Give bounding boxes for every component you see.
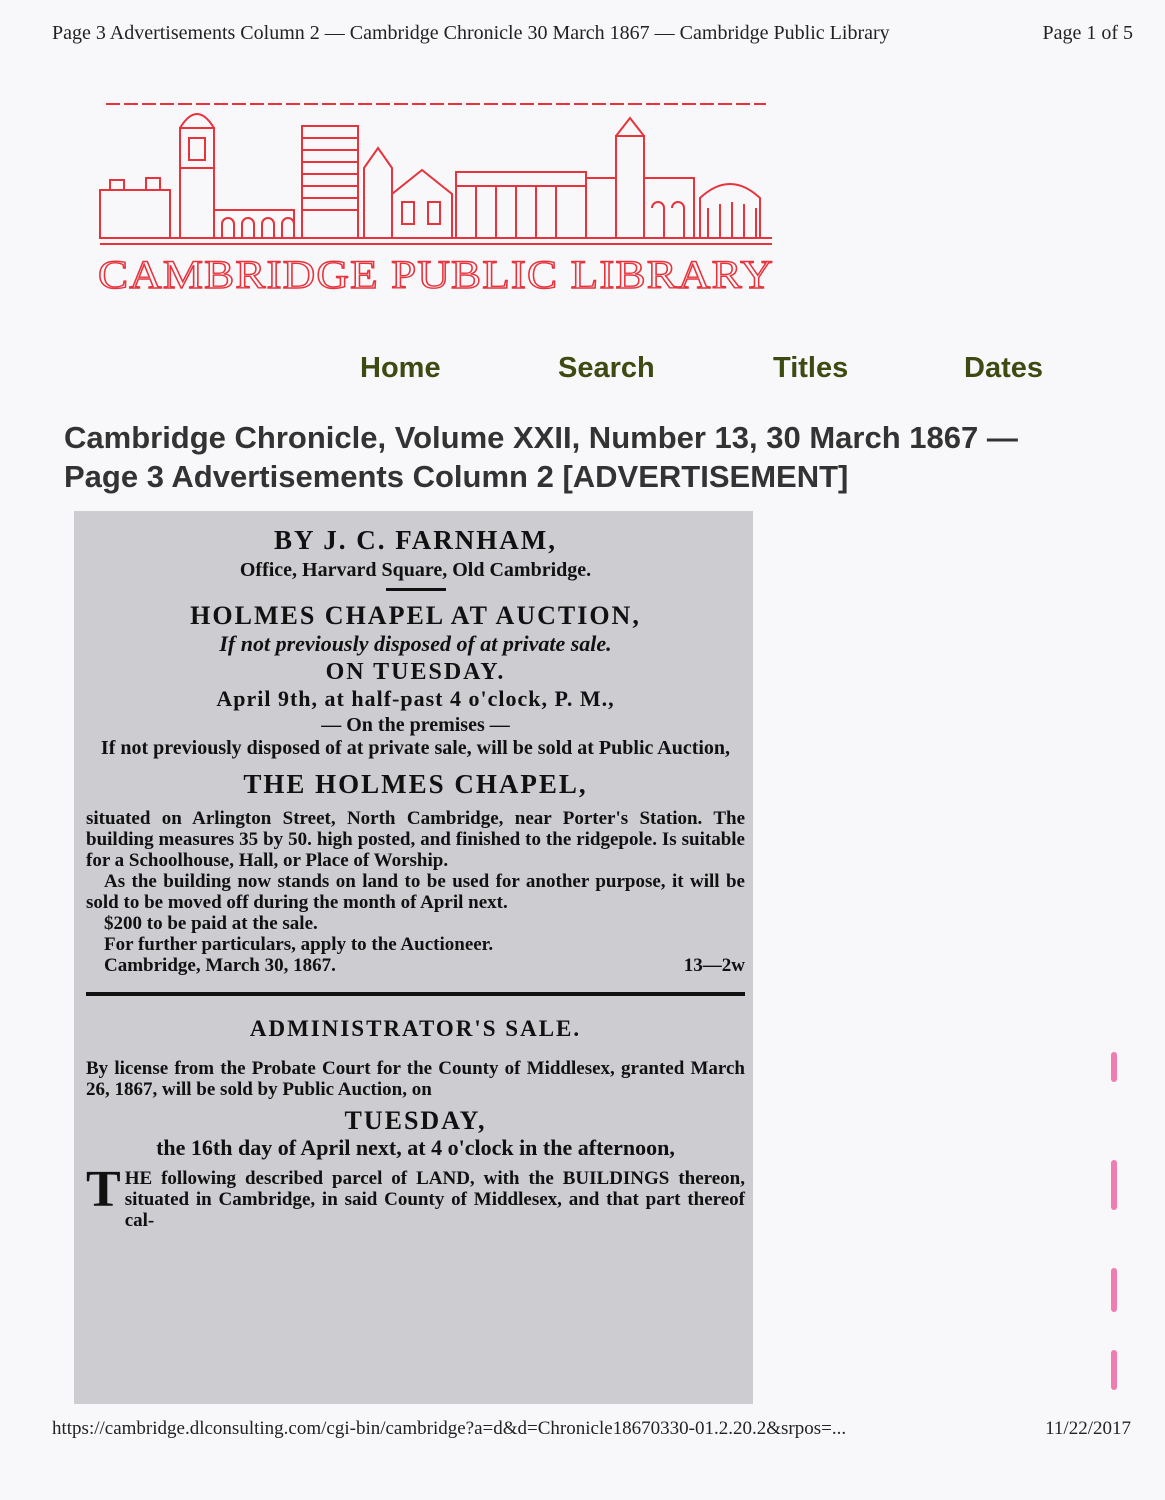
ad2-paragraph-2	[86, 1161, 745, 1231]
ad2-headline: ADMINISTRATOR'S SALE.	[249, 1016, 582, 1041]
ad1-sign-place: Cambridge, March 30, 1867.	[104, 955, 336, 976]
print-footer-url: https://cambridge.dlconsulting.com/cgi-bin/cambridge?a=d&d=Chronicle18670330-01.2.20.2&srpos=...	[52, 1418, 847, 1439]
ad1-premises: — On the premises —	[321, 714, 510, 736]
ad1-time: April 9th, at half-past 4 o'clock, P. M.,	[216, 686, 615, 711]
ad1-headline: HOLMES CHAPEL AT AUCTION,	[190, 601, 641, 630]
ad1-office: Office, Harvard Square, Old Cambridge.	[239, 559, 592, 581]
ad1-subject: THE HOLMES CHAPEL,	[243, 769, 588, 799]
page-title	[64, 418, 1134, 496]
library-logo[interactable]	[96, 98, 776, 298]
ad2-day: TUESDAY,	[344, 1106, 487, 1135]
ad2-paragraph-1: By license from the Probate Court for the County of Middlesex, granted March 26, 1867, will be sold by Public Auction, on	[86, 1058, 745, 1100]
print-header	[0, 0, 1165, 72]
page-title-line2: Page 3 Advertisements Column 2 [ADVERTISEMENT]	[64, 459, 849, 494]
newspaper-clipping-image	[74, 511, 753, 1404]
ad1-paragraph-2: As the building now stands on land to be used for another purpose, it will be sold to be moved off during the month of April next.	[86, 871, 745, 913]
scan-mark	[1111, 1268, 1117, 1312]
print-footer	[0, 1418, 1165, 1458]
ad1-signature-row	[86, 955, 745, 976]
ad1-paragraph-1: situated on Arlington Street, North Cambridge, near Porter's Station. The building measures 35 by 50. high posted, and finished to the ridgepole. Is suitable for a Schoolhouse, Hall, or Place of Worship.	[86, 808, 745, 871]
nav-titles-link[interactable]: Titles	[773, 352, 849, 384]
ad2-paragraph-2-text: HE following described parcel of LAND, with the BUILDINGS thereon, situated in Cambridge, in said County of Middlesex, and that part thereof cal-	[124, 1168, 745, 1231]
scan-mark	[1111, 1160, 1117, 1210]
ad2-time: the 16th day of April next, at 4 o'clock in the afternoon,	[156, 1135, 675, 1160]
ad1-short-rule	[386, 588, 446, 591]
nav-home-link[interactable]: Home	[360, 352, 441, 384]
scan-mark	[1111, 1350, 1117, 1390]
main-nav	[300, 352, 1100, 392]
page-title-line1: Cambridge Chronicle, Volume XXII, Number 13, 30 March 1867 —	[64, 420, 1018, 455]
ad1-day: ON TUESDAY.	[325, 659, 506, 685]
ad1-paragraph-3: $200 to be paid at the sale.	[104, 913, 318, 934]
print-header-page: Page 1 of 5	[1042, 22, 1133, 44]
ad1-byline: BY J. C. FARNHAM,	[274, 525, 557, 555]
ad1-paragraph-4: For further particulars, apply to the Auctioneer.	[104, 934, 494, 955]
library-skyline-logo-icon	[96, 98, 776, 298]
ad2-dropcap: T	[86, 1161, 121, 1218]
nav-search-link[interactable]: Search	[558, 352, 655, 384]
print-footer-date: 11/22/2017	[1045, 1418, 1131, 1439]
ad1-subhead: If not previously disposed of at private sale.	[219, 631, 612, 656]
ad1-sign-code: 13—2w	[683, 955, 745, 976]
scan-mark	[1111, 1052, 1117, 1082]
ad-separator-rule	[86, 992, 745, 996]
print-header-title: Page 3 Advertisements Column 2 — Cambridge Chronicle 30 March 1867 — Cambridge Public Library	[52, 22, 890, 44]
nav-dates-link[interactable]: Dates	[964, 352, 1043, 384]
ad1-intro: If not previously disposed of at private sale, will be sold at Public Auction,	[100, 737, 731, 759]
logo-text: CAMBRIDGE PUBLIC LIBRARY	[98, 252, 774, 297]
